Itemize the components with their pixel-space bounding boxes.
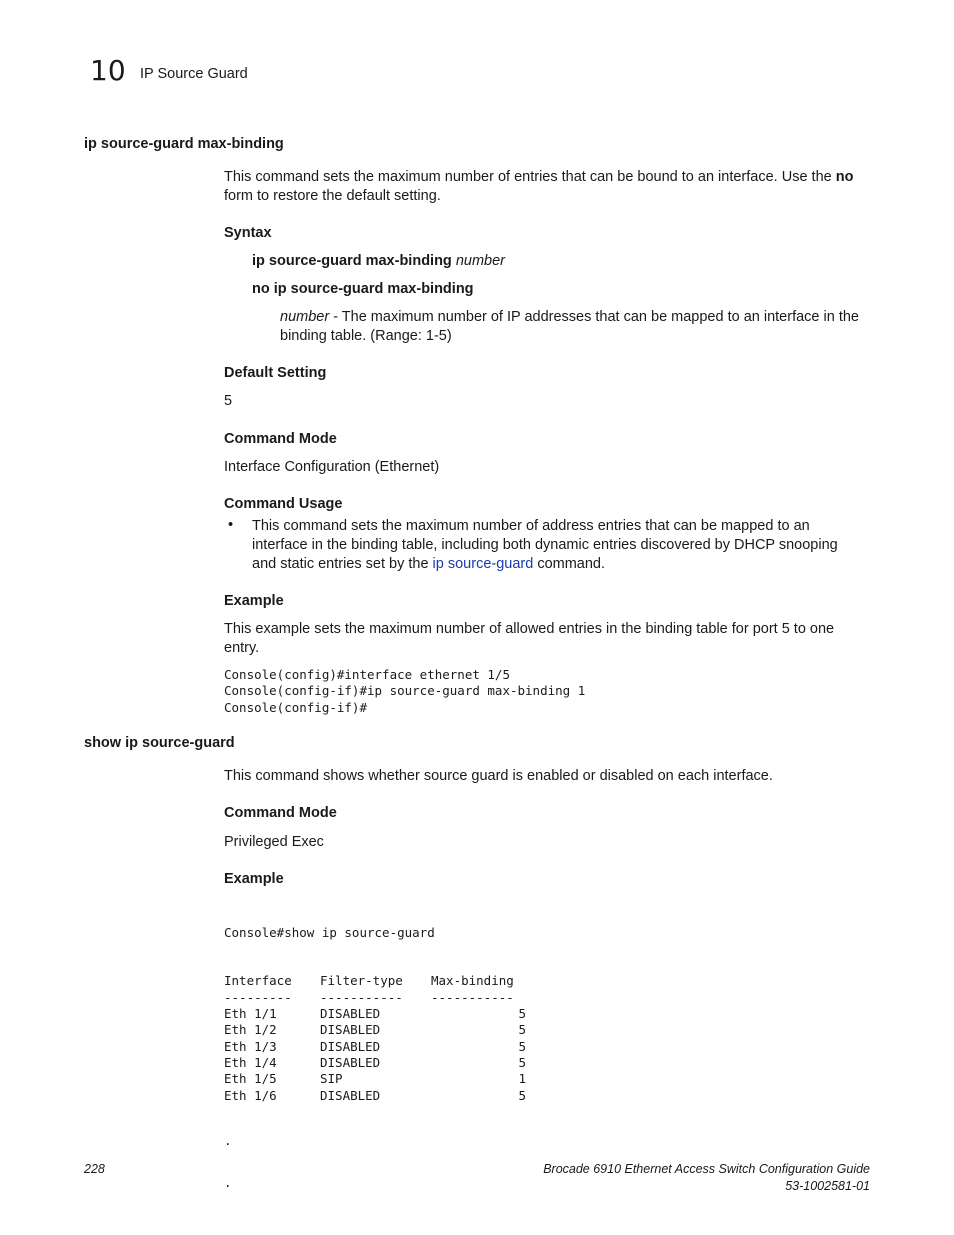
chapter-title: IP Source Guard (140, 66, 248, 82)
code-line: Console(config-if)#ip source-guard max-binding 1 (224, 683, 586, 699)
interface-cell: Eth 1/2 (224, 1022, 277, 1038)
max-binding-cell: 5 (518, 1006, 526, 1022)
max-binding-cell: 5 (518, 1054, 526, 1070)
filter-type-cell: DISABLED (320, 1087, 381, 1103)
chapter-number: 10 (90, 54, 126, 87)
code-block (224, 667, 585, 716)
syntax-argument: number (455, 253, 505, 269)
table-row (224, 1006, 526, 1022)
usage-text-end: command. (533, 556, 606, 572)
max-binding-cell: 5 (518, 1087, 526, 1103)
command-description-2: This command shows whether source guard is enabled or disabled on each interface. (224, 768, 773, 784)
table-row (224, 1055, 526, 1071)
filter-type-cell: DISABLED (320, 1054, 381, 1070)
command-title-show-source-guard: show ip source-guard (84, 735, 235, 751)
max-binding-cell: 1 (518, 1071, 526, 1087)
parameter-name: number (280, 309, 330, 325)
column-header: Interface (224, 973, 292, 989)
console-prompt: Console#show ip source-guard (224, 924, 435, 940)
usage-text: This command sets the maximum number of address entries that can be mapped to an interface in the binding table, including both dynamic entries discovered by DHCP snooping and static entries set by the (252, 518, 838, 572)
interface-cell: Eth 1/5 (224, 1071, 277, 1087)
column-header: Max-binding (431, 973, 514, 989)
no-keyword: no (835, 169, 854, 185)
bullet-icon: • (228, 517, 234, 533)
default-setting-value: 5 (224, 393, 233, 409)
separator: --------- (224, 989, 292, 1005)
table-row (224, 1039, 526, 1055)
document-title: Brocade 6910 Ethernet Access Switch Configuration Guide (543, 1162, 870, 1176)
usage-bullet-text (252, 517, 862, 574)
table-row (224, 1071, 526, 1087)
console-output (224, 892, 526, 1203)
syntax-line-2: no ip source-guard max-binding (252, 281, 474, 297)
default-setting-heading: Default Setting (224, 365, 327, 381)
filter-type-cell: DISABLED (320, 1022, 381, 1038)
code-line: Console(config-if)# (224, 699, 367, 715)
command-mode-heading: Command Mode (224, 431, 337, 447)
example-heading-2: Example (224, 871, 284, 887)
command-usage-heading: Command Usage (224, 496, 343, 512)
syntax-command: ip source-guard max-binding (252, 253, 452, 269)
max-binding-cell: 5 (518, 1022, 526, 1038)
interface-cell: Eth 1/4 (224, 1054, 277, 1070)
syntax-heading: Syntax (224, 225, 272, 241)
example-description: This example sets the maximum number of allowed entries in the binding table for port 5 to one entry. (224, 621, 835, 656)
description-text: This command sets the maximum number of entries that can be bound to an interface. Use the (224, 169, 836, 185)
table-separator-row (224, 990, 526, 1006)
max-binding-cell: 5 (518, 1038, 526, 1054)
filter-type-cell: DISABLED (320, 1006, 381, 1022)
command-description (224, 168, 869, 206)
description-text-cont: form to restore the default setting. (224, 188, 441, 204)
ellipsis-dot: . (224, 1175, 232, 1191)
syntax-line-1 (252, 253, 505, 269)
separator: ----------- (320, 989, 403, 1005)
ip-source-guard-link[interactable]: ip source-guard (432, 556, 534, 572)
page-number: 228 (84, 1162, 105, 1176)
filter-type-cell: SIP (320, 1071, 343, 1087)
separator: ----------- (431, 989, 514, 1005)
command-title-max-binding: ip source-guard max-binding (84, 136, 284, 152)
parameter-description (280, 308, 870, 346)
parameter-text: - The maximum number of IP addresses that can be mapped to an interface in the binding table. (Range: 1-5) (280, 309, 859, 344)
ellipsis-dot: . (224, 1133, 232, 1149)
command-mode-value-2: Privileged Exec (224, 834, 324, 850)
filter-type-cell: DISABLED (320, 1038, 381, 1054)
column-header: Filter-type (320, 973, 403, 989)
table-row (224, 1088, 526, 1104)
command-mode-value: Interface Configuration (Ethernet) (224, 459, 440, 475)
command-mode-heading-2: Command Mode (224, 805, 337, 821)
source-guard-table (224, 973, 526, 1103)
table-header-row (224, 973, 526, 989)
code-line: Console(config)#interface ethernet 1/5 (224, 667, 510, 682)
table-row (224, 1022, 526, 1038)
interface-cell: Eth 1/3 (224, 1038, 277, 1054)
example-heading: Example (224, 593, 284, 609)
interface-cell: Eth 1/1 (224, 1006, 277, 1022)
interface-cell: Eth 1/6 (224, 1087, 277, 1103)
document-number: 53-1002581-01 (785, 1179, 870, 1193)
